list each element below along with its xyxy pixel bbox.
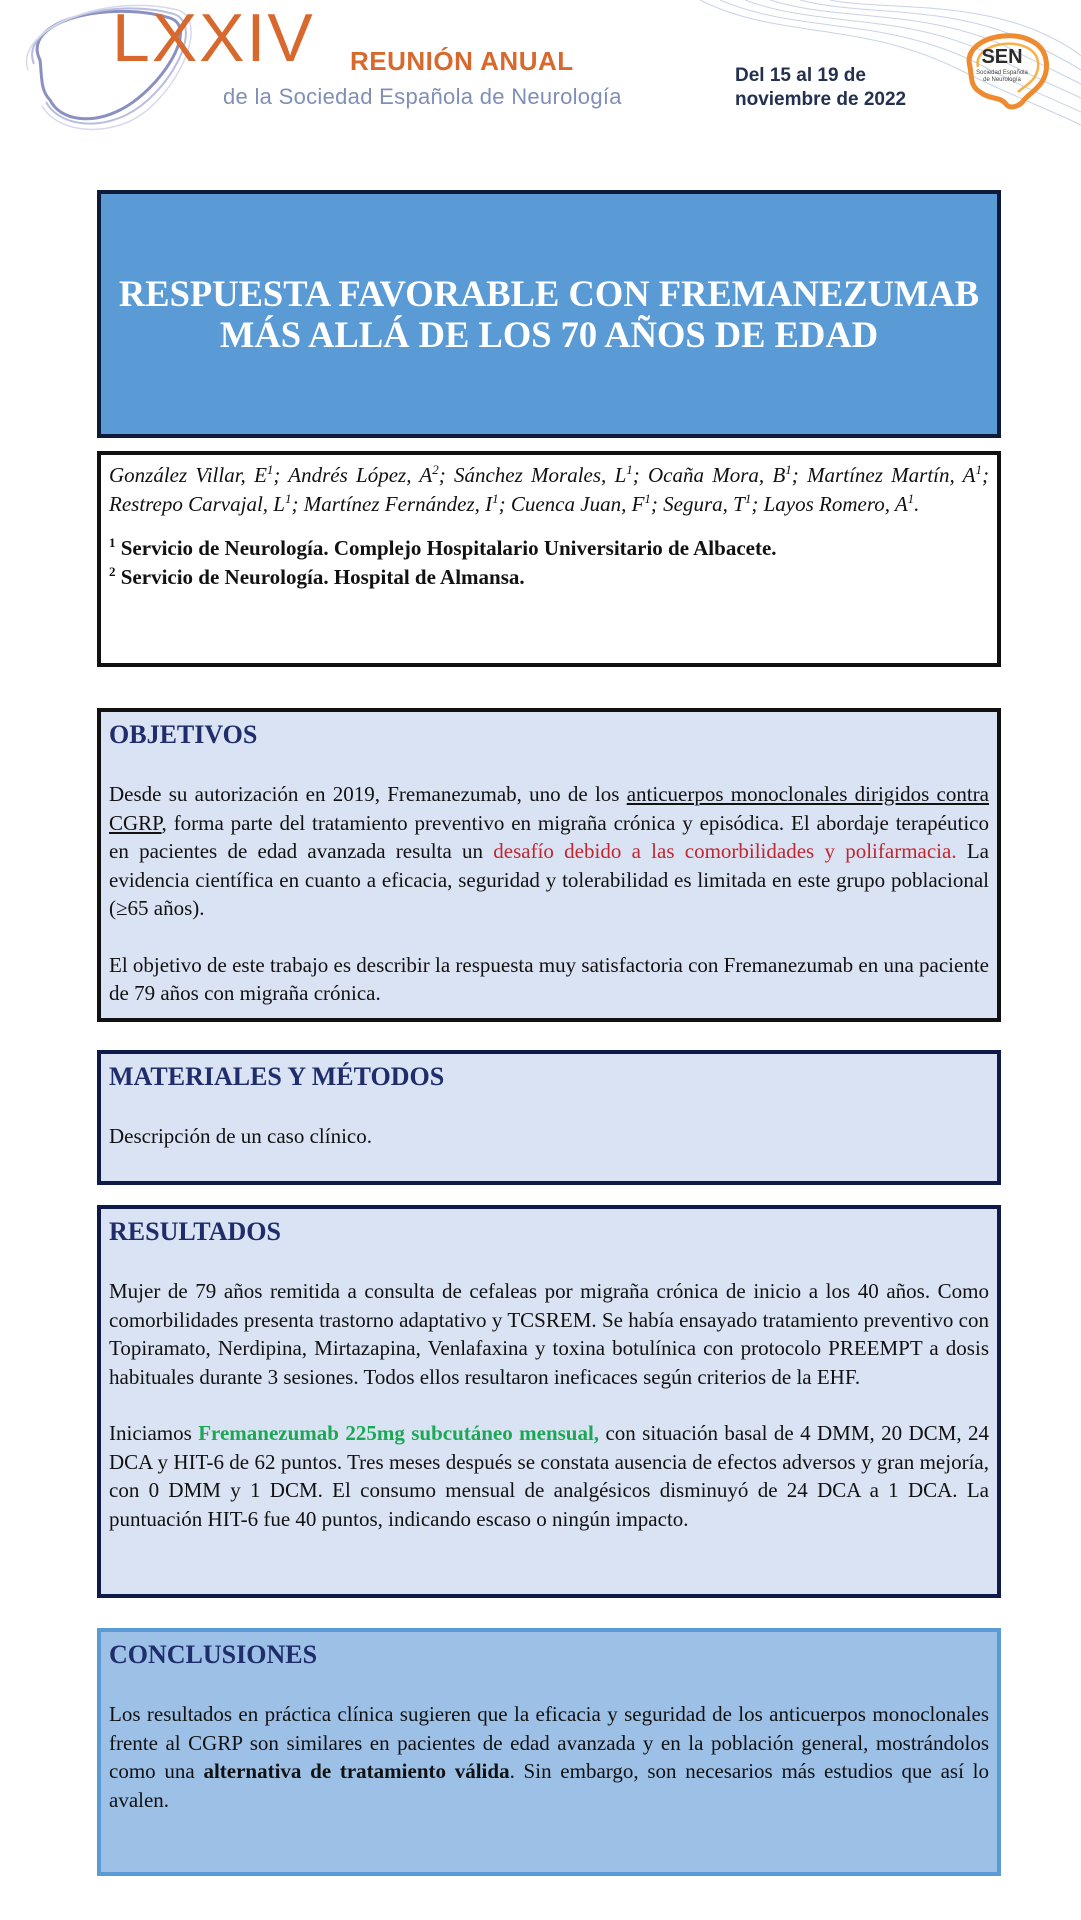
author: Martínez Fernández, I xyxy=(303,491,493,516)
resultados-paragraph-1: Mujer de 79 años remitida a consulta de cefaleas por migraña crónica de inicio a los 40 años. Como comorbilidades presenta trastorno adaptativo y TCSREM. Se había ensayado tratamiento preventivo con Topiramato, Nerdipina, Mirtazapina, Venlafaxina y toxina botulínica con protocolo PREEMPT a dosis habituales durante 3 sesiones. Todos ellos resultaron ineficaces según criterios de la EHF. xyxy=(109,1279,989,1389)
section-heading: MATERIALES Y MÉTODOS xyxy=(109,1062,445,1091)
author: Cuenca Juan, F xyxy=(510,491,645,516)
section-objetivos xyxy=(97,708,1001,1022)
section-heading: CONCLUSIONES xyxy=(109,1640,318,1669)
author: Segura, T xyxy=(663,491,745,516)
dates-line-2: noviembre de 2022 xyxy=(735,89,907,110)
section-conclusiones xyxy=(97,1628,1001,1876)
objetivos-paragraph-1: Desde su autorización en 2019, Fremanezumab, uno de los anticuerpos monoclonales dirigidos contra CGRP, forma parte del tratamiento preventivo en migraña crónica y episódica. El abordaje terapéutico en pacientes de edad avanzada resulta un desafío debido a las comorbilidades y polifarmacia. La evidencia científica en cuanto a eficacia, seguridad y tolerabilidad es limitada en este grupo poblacional (≥65 años). xyxy=(109,782,989,920)
sen-logo-subtext: Sociedad Española de Neurología xyxy=(976,70,1028,83)
author: Ocaña Mora, B xyxy=(648,463,786,487)
resultados-paragraph-2: Iniciamos Fremanezumab 225mg subcutáneo mensual, con situación basal de 4 DMM, 20 DCM, 24 DCA y HIT-6 de 62 puntos. Tres meses después se constata ausencia de efectos adversos y gran mejoría, con 0 DMM y 1 DCM. El consumo mensual de analgésicos disminuyó de 24 DCA a 1 DCA. La puntuación HIT-6 fue 40 puntos, indicando escaso o ningún impacto. xyxy=(109,1421,989,1531)
title-box xyxy=(97,190,1001,438)
conference-banner xyxy=(0,0,1081,135)
affiliations xyxy=(109,534,989,592)
author: González Villar, E xyxy=(109,463,267,487)
conference-numeral: LXXIV xyxy=(112,0,315,76)
author: Restrepo Carvajal, L xyxy=(109,491,285,516)
sen-logo xyxy=(950,22,1054,112)
conference-event: REUNIÓN ANUAL xyxy=(350,46,574,76)
author: Andrés López, A xyxy=(288,463,433,487)
author: Sánchez Morales, L xyxy=(453,463,627,487)
conference-dates xyxy=(735,64,906,112)
dates-line-1: Del 15 al 19 de xyxy=(735,65,866,86)
author: Martínez Martín, A xyxy=(807,463,976,487)
author-list: González Villar, $E^1$; Andrés López, $A^2$; Sánchez Morales, $L^1$; Ocaña Mora, $B^1$; Martínez Martín, $A^1$; Restrepo Carvajal, $L^1$; Martínez Fernández, $I^1$; Cuenca Juan, $F^1$; Segura, $T^1$; Layos Romero, $A^1$. xyxy=(109,462,989,516)
objetivos-paragraph-2: El objetivo de este trabajo es describir la respuesta muy satisfactoria con Fremanezumab en una paciente de 79 años con migraña crónica. xyxy=(109,952,989,1005)
affiliation-1: $^1$ Servicio de Neurología. Complejo Hospitalario Universitario de Albacete. xyxy=(109,535,777,560)
authors-box xyxy=(97,451,1001,667)
conference-society: de la Sociedad Española de Neurología xyxy=(223,84,622,109)
affiliation-2: $^2$ Servicio de Neurología. Hospital de Almansa. xyxy=(109,564,525,589)
section-heading: RESULTADOS xyxy=(109,1217,281,1246)
section-resultados xyxy=(97,1205,1001,1598)
section-heading: OBJETIVOS xyxy=(109,720,258,749)
poster-title: RESPUESTA FAVORABLE CON FREMANEZUMAB MÁS ALLÁ DE LOS 70 AÑOS DE EDAD xyxy=(118,273,980,355)
sen-logo-text: SEN xyxy=(981,46,1023,68)
conclusiones-paragraph-1: Los resultados en práctica clínica sugieren que la eficacia y seguridad de los anticuerpos monoclonales frente al CGRP son similares en pacientes de edad avanzada y en la población general, mostrándolos como una alternativa de tratamiento válida. Sin embargo, son necesarios más estudios que así lo avalen. xyxy=(109,1702,989,1812)
author: Layos Romero, A xyxy=(763,491,908,516)
section-materiales xyxy=(97,1050,1001,1185)
materiales-paragraph-1: Descripción de un caso clínico. xyxy=(109,1124,372,1148)
